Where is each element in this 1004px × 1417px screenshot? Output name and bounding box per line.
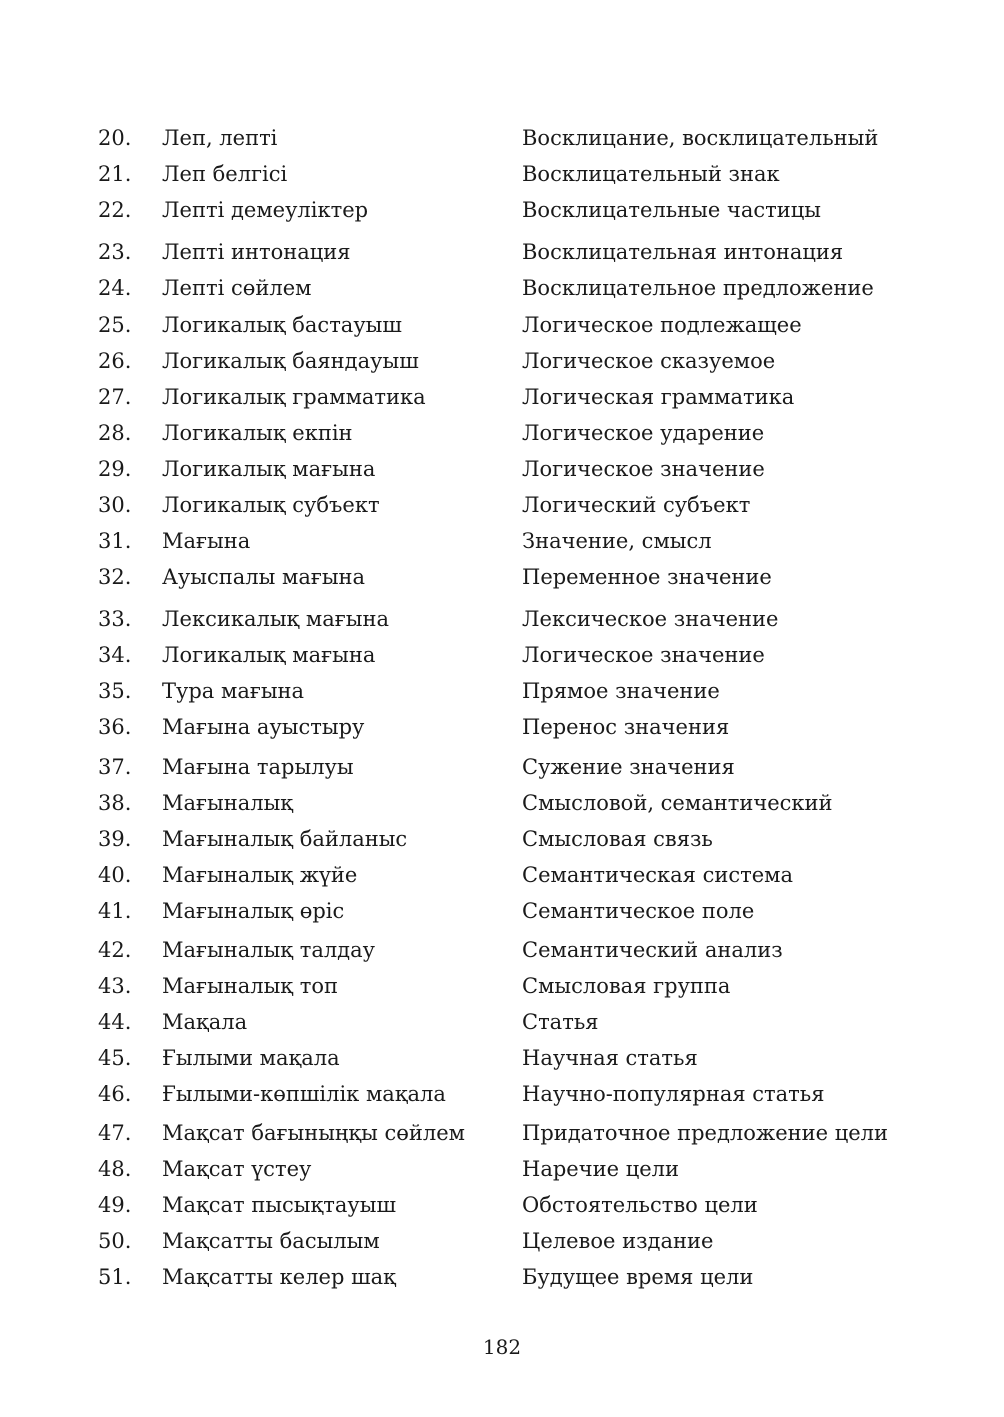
russian-term: Логическое значение <box>522 457 765 481</box>
glossary-row <box>0 1118 1004 1148</box>
glossary-row <box>0 824 1004 854</box>
glossary-row <box>0 490 1004 520</box>
kazakh-term: Мағыналық <box>162 791 294 815</box>
russian-term: Семантическая система <box>522 863 794 887</box>
entry-number: 39. <box>98 827 132 851</box>
glossary-row <box>0 1043 1004 1073</box>
russian-term: Прямое значение <box>522 679 720 703</box>
glossary-row <box>0 159 1004 189</box>
entry-number: 33. <box>98 607 132 631</box>
glossary-row <box>0 1226 1004 1256</box>
entry-number: 21. <box>98 162 132 186</box>
russian-term: Восклицание, восклицательный <box>522 126 879 150</box>
glossary-row <box>0 418 1004 448</box>
kazakh-term: Мақсатты басылым <box>162 1229 380 1253</box>
entry-number: 43. <box>98 974 132 998</box>
glossary-row <box>0 346 1004 376</box>
glossary-row <box>0 935 1004 965</box>
russian-term: Лексическое значение <box>522 607 779 631</box>
entry-number: 36. <box>98 715 132 739</box>
entry-number: 51. <box>98 1265 132 1289</box>
russian-term: Придаточное предложение цели <box>522 1121 888 1145</box>
kazakh-term: Логикалық баяндауыш <box>162 349 419 373</box>
russian-term: Научно-популярная статья <box>522 1082 825 1106</box>
entry-number: 28. <box>98 421 132 445</box>
russian-term: Логическое значение <box>522 643 765 667</box>
entry-number: 44. <box>98 1010 132 1034</box>
russian-term: Логическое сказуемое <box>522 349 776 373</box>
russian-term: Научная статья <box>522 1046 698 1070</box>
entry-number: 42. <box>98 938 132 962</box>
kazakh-term: Мағыналық талдау <box>162 938 375 962</box>
entry-number: 30. <box>98 493 132 517</box>
glossary-row <box>0 640 1004 670</box>
russian-term: Логическое подлежащее <box>522 313 802 337</box>
entry-number: 41. <box>98 899 132 923</box>
kazakh-term: Леп белгісі <box>162 162 288 186</box>
entry-number: 48. <box>98 1157 132 1181</box>
russian-term: Смысловой, семантический <box>522 791 833 815</box>
kazakh-term: Мақсат бағыныңқы сөйлем <box>162 1121 465 1145</box>
glossary-row <box>0 752 1004 782</box>
glossary-row <box>0 604 1004 634</box>
page-number: 182 <box>482 1335 522 1359</box>
kazakh-term: Мағыналық топ <box>162 974 338 998</box>
glossary-row <box>0 273 1004 303</box>
glossary-row <box>0 896 1004 926</box>
kazakh-term: Лепті интонация <box>162 240 351 264</box>
kazakh-term: Лепті сөйлем <box>162 276 312 300</box>
kazakh-term: Мағына <box>162 529 251 553</box>
kazakh-term: Логикалық бастауыш <box>162 313 402 337</box>
glossary-row <box>0 788 1004 818</box>
entry-number: 46. <box>98 1082 132 1106</box>
entry-number: 27. <box>98 385 132 409</box>
glossary-row <box>0 712 1004 742</box>
russian-term: Логическая грамматика <box>522 385 795 409</box>
russian-term: Обстоятельство цели <box>522 1193 758 1217</box>
kazakh-term: Мақсатты келер шақ <box>162 1265 396 1289</box>
russian-term: Логическое ударение <box>522 421 765 445</box>
entry-number: 35. <box>98 679 132 703</box>
entry-number: 26. <box>98 349 132 373</box>
entry-number: 45. <box>98 1046 132 1070</box>
entry-number: 22. <box>98 198 132 222</box>
kazakh-term: Логикалық субъект <box>162 493 380 517</box>
russian-term: Восклицательное предложение <box>522 276 874 300</box>
glossary-row <box>0 1007 1004 1037</box>
kazakh-term: Лексикалық мағына <box>162 607 390 631</box>
entry-number: 38. <box>98 791 132 815</box>
entry-number: 34. <box>98 643 132 667</box>
glossary-row <box>0 860 1004 890</box>
glossary-row <box>0 562 1004 592</box>
glossary-row <box>0 382 1004 412</box>
kazakh-term: Леп, лепті <box>162 126 278 150</box>
entry-number: 37. <box>98 755 132 779</box>
russian-term: Сужение значения <box>522 755 735 779</box>
glossary-row <box>0 1262 1004 1292</box>
entry-number: 40. <box>98 863 132 887</box>
kazakh-term: Мағыналық байланыс <box>162 827 408 851</box>
kazakh-term: Ауыспалы мағына <box>162 565 366 589</box>
glossary-row <box>0 123 1004 153</box>
glossary-row <box>0 676 1004 706</box>
kazakh-term: Мағыналық жүйе <box>162 863 358 887</box>
kazakh-term: Логикалық мағына <box>162 643 376 667</box>
glossary-row <box>0 971 1004 1001</box>
kazakh-term: Мақсат үстеу <box>162 1157 312 1181</box>
russian-term: Смысловая группа <box>522 974 731 998</box>
glossary-row <box>0 1154 1004 1184</box>
glossary-row <box>0 310 1004 340</box>
glossary-row <box>0 237 1004 267</box>
kazakh-term: Мағына тарылуы <box>162 755 354 779</box>
russian-term: Статья <box>522 1010 599 1034</box>
kazakh-term: Логикалық мағына <box>162 457 376 481</box>
russian-term: Перенос значения <box>522 715 730 739</box>
kazakh-term: Мақсат пысықтауыш <box>162 1193 396 1217</box>
russian-term: Значение, смысл <box>522 529 712 553</box>
russian-term: Семантическое поле <box>522 899 755 923</box>
entry-number: 31. <box>98 529 132 553</box>
glossary-row <box>0 454 1004 484</box>
entry-number: 23. <box>98 240 132 264</box>
russian-term: Наречие цели <box>522 1157 679 1181</box>
kazakh-term: Мақала <box>162 1010 248 1034</box>
russian-term: Переменное значение <box>522 565 772 589</box>
entry-number: 32. <box>98 565 132 589</box>
russian-term: Смысловая связь <box>522 827 713 851</box>
kazakh-term: Логикалық грамматика <box>162 385 426 409</box>
kazakh-term: Мағыналық өріс <box>162 899 345 923</box>
russian-term: Восклицательные частицы <box>522 198 821 222</box>
kazakh-term: Ғылыми-көпшілік мақала <box>162 1082 446 1106</box>
entry-number: 25. <box>98 313 132 337</box>
glossary-row <box>0 526 1004 556</box>
kazakh-term: Лепті демеуліктер <box>162 198 369 222</box>
glossary-row <box>0 195 1004 225</box>
russian-term: Будущее время цели <box>522 1265 754 1289</box>
kazakh-term: Ғылыми мақала <box>162 1046 340 1070</box>
entry-number: 49. <box>98 1193 132 1217</box>
kazakh-term: Логикалық екпін <box>162 421 353 445</box>
kazakh-term: Тура мағына <box>162 679 305 703</box>
russian-term: Целевое издание <box>522 1229 714 1253</box>
entry-number: 24. <box>98 276 132 300</box>
entry-number: 47. <box>98 1121 132 1145</box>
kazakh-term: Мағына ауыстыру <box>162 715 365 739</box>
entry-number: 29. <box>98 457 132 481</box>
entry-number: 50. <box>98 1229 132 1253</box>
entry-number: 20. <box>98 126 132 150</box>
russian-term: Восклицательная интонация <box>522 240 844 264</box>
russian-term: Логический субъект <box>522 493 751 517</box>
glossary-row <box>0 1079 1004 1109</box>
russian-term: Восклицательный знак <box>522 162 780 186</box>
russian-term: Семантический анализ <box>522 938 783 962</box>
glossary-row <box>0 1190 1004 1220</box>
